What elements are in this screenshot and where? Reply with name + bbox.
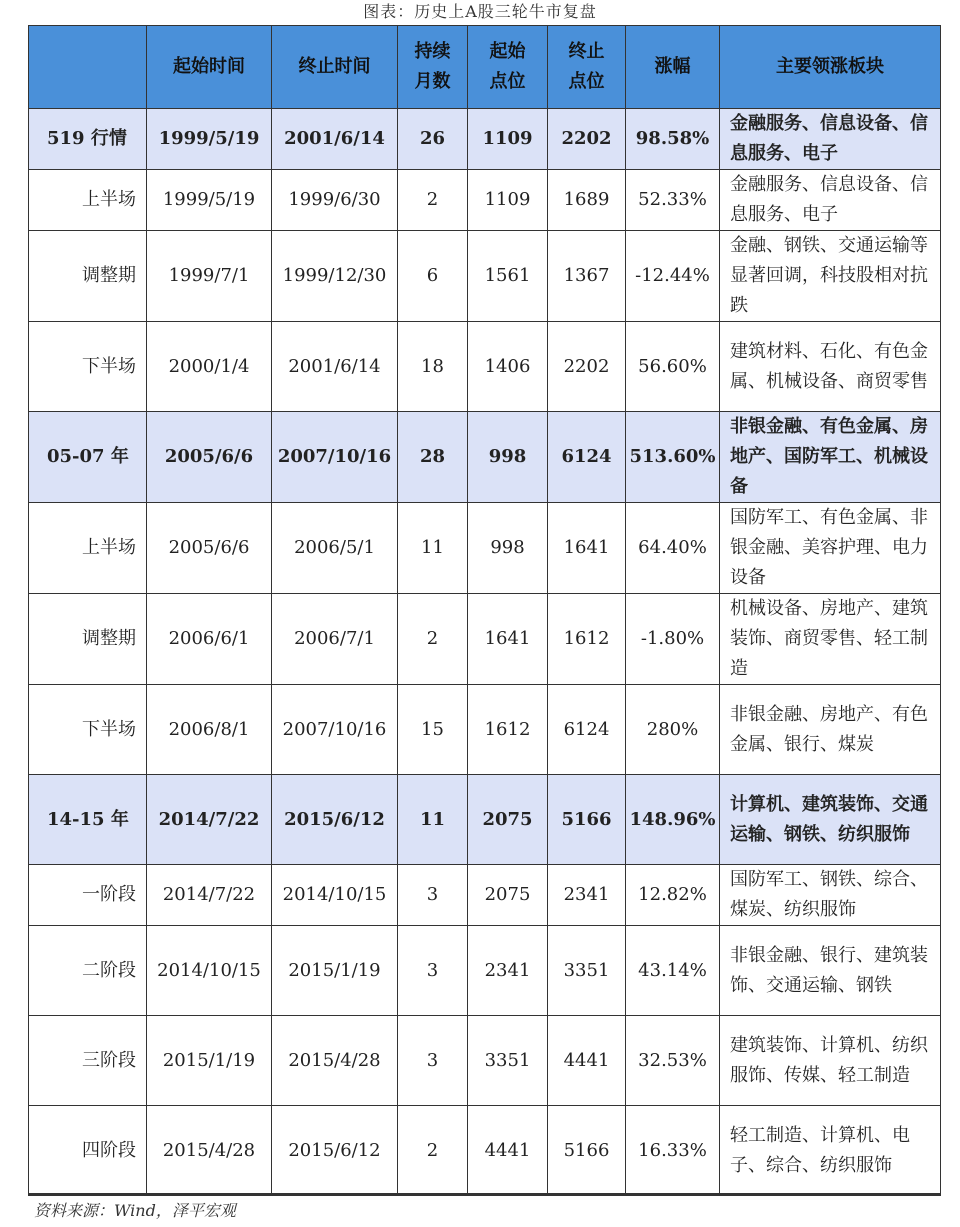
period-row bbox=[29, 775, 941, 865]
value-cell: 43.14% bbox=[626, 926, 720, 1016]
value-cell: -1.80% bbox=[626, 594, 720, 685]
period-name-cell: 三阶段 bbox=[29, 1016, 147, 1106]
value-cell: 1561 bbox=[468, 231, 548, 322]
value-cell: 2014/7/22 bbox=[147, 775, 272, 865]
value-cell: 3 bbox=[398, 1016, 468, 1106]
sector-cell: 轻工制造、计算机、电子、综合、纺织服饰 bbox=[720, 1106, 941, 1196]
value-cell: 513.60% bbox=[626, 412, 720, 503]
period-name-cell: 二阶段 bbox=[29, 926, 147, 1016]
value-cell: 2075 bbox=[468, 775, 548, 865]
value-cell: 998 bbox=[468, 503, 548, 594]
value-cell: 2001/6/14 bbox=[272, 322, 398, 412]
header-row bbox=[29, 26, 941, 109]
value-cell: 998 bbox=[468, 412, 548, 503]
value-cell: 2075 bbox=[468, 865, 548, 926]
period-name-cell: 调整期 bbox=[29, 594, 147, 685]
header-cell: 持续 月数 bbox=[398, 26, 468, 109]
value-cell: 32.53% bbox=[626, 1016, 720, 1106]
value-cell: 2005/6/6 bbox=[147, 412, 272, 503]
header-cell: 起始时间 bbox=[147, 26, 272, 109]
period-name-cell: 05-07 年 bbox=[29, 412, 147, 503]
phase-row bbox=[29, 685, 941, 775]
value-cell: 5166 bbox=[548, 775, 626, 865]
phase-row bbox=[29, 926, 941, 1016]
value-cell: 3351 bbox=[468, 1016, 548, 1106]
value-cell: 6 bbox=[398, 231, 468, 322]
value-cell: 4441 bbox=[548, 1016, 626, 1106]
value-cell: 2007/10/16 bbox=[272, 685, 398, 775]
sector-cell: 机械设备、房地产、建筑装饰、商贸零售、轻工制造 bbox=[720, 594, 941, 685]
sector-cell: 非银金融、银行、建筑装饰、交通运输、钢铁 bbox=[720, 926, 941, 1016]
phase-row bbox=[29, 231, 941, 322]
value-cell: 26 bbox=[398, 109, 468, 170]
value-cell: 2007/10/16 bbox=[272, 412, 398, 503]
sector-cell: 金融、钢铁、交通运输等显著回调，科技股相对抗跌 bbox=[720, 231, 941, 322]
header-cell: 终止 点位 bbox=[548, 26, 626, 109]
value-cell: 1109 bbox=[468, 109, 548, 170]
phase-row bbox=[29, 170, 941, 231]
phase-row bbox=[29, 322, 941, 412]
value-cell: 2005/6/6 bbox=[147, 503, 272, 594]
value-cell: 2015/4/28 bbox=[147, 1106, 272, 1196]
sector-cell: 国防军工、钢铁、综合、煤炭、纺织服饰 bbox=[720, 865, 941, 926]
value-cell: 1999/5/19 bbox=[147, 109, 272, 170]
value-cell: 1367 bbox=[548, 231, 626, 322]
value-cell: 2014/10/15 bbox=[147, 926, 272, 1016]
phase-row bbox=[29, 1016, 941, 1106]
value-cell: 3 bbox=[398, 926, 468, 1016]
value-cell: 28 bbox=[398, 412, 468, 503]
value-cell: 2 bbox=[398, 594, 468, 685]
value-cell: 1612 bbox=[468, 685, 548, 775]
value-cell: 11 bbox=[398, 503, 468, 594]
period-name-cell: 调整期 bbox=[29, 231, 147, 322]
period-name-cell: 14-15 年 bbox=[29, 775, 147, 865]
value-cell: 1406 bbox=[468, 322, 548, 412]
value-cell: 52.33% bbox=[626, 170, 720, 231]
value-cell: 280% bbox=[626, 685, 720, 775]
footer-rule bbox=[28, 1193, 940, 1195]
sector-cell: 国防军工、有色金属、非银金融、美容护理、电力设备 bbox=[720, 503, 941, 594]
period-name-cell: 一阶段 bbox=[29, 865, 147, 926]
phase-row bbox=[29, 503, 941, 594]
value-cell: 3351 bbox=[548, 926, 626, 1016]
period-name-cell: 下半场 bbox=[29, 685, 147, 775]
sector-cell: 金融服务、信息设备、信息服务、电子 bbox=[720, 109, 941, 170]
sector-cell: 非银金融、房地产、有色金属、银行、煤炭 bbox=[720, 685, 941, 775]
value-cell: 2202 bbox=[548, 109, 626, 170]
header-cell: 涨幅 bbox=[626, 26, 720, 109]
bull-market-table bbox=[28, 25, 941, 1196]
value-cell: 2006/8/1 bbox=[147, 685, 272, 775]
value-cell: 2341 bbox=[548, 865, 626, 926]
value-cell: 2000/1/4 bbox=[147, 322, 272, 412]
value-cell: 1612 bbox=[548, 594, 626, 685]
value-cell: 64.40% bbox=[626, 503, 720, 594]
phase-row bbox=[29, 594, 941, 685]
period-row bbox=[29, 412, 941, 503]
value-cell: 18 bbox=[398, 322, 468, 412]
value-cell: 1999/6/30 bbox=[272, 170, 398, 231]
value-cell: 1109 bbox=[468, 170, 548, 231]
value-cell: 2 bbox=[398, 170, 468, 231]
value-cell: -12.44% bbox=[626, 231, 720, 322]
header-cell: 主要领涨板块 bbox=[720, 26, 941, 109]
period-name-cell: 四阶段 bbox=[29, 1106, 147, 1196]
period-row bbox=[29, 109, 941, 170]
value-cell: 148.96% bbox=[626, 775, 720, 865]
value-cell: 1999/12/30 bbox=[272, 231, 398, 322]
value-cell: 2014/7/22 bbox=[147, 865, 272, 926]
value-cell: 2015/6/12 bbox=[272, 1106, 398, 1196]
source-note: 资料来源：Wind，泽平宏观 bbox=[34, 1201, 236, 1220]
phase-row bbox=[29, 865, 941, 926]
header-cell bbox=[29, 26, 147, 109]
value-cell: 1689 bbox=[548, 170, 626, 231]
value-cell: 3 bbox=[398, 865, 468, 926]
phase-row bbox=[29, 1106, 941, 1196]
value-cell: 1999/5/19 bbox=[147, 170, 272, 231]
value-cell: 2006/6/1 bbox=[147, 594, 272, 685]
value-cell: 2202 bbox=[548, 322, 626, 412]
value-cell: 15 bbox=[398, 685, 468, 775]
value-cell: 2015/6/12 bbox=[272, 775, 398, 865]
sector-cell: 建筑材料、石化、有色金属、机械设备、商贸零售 bbox=[720, 322, 941, 412]
period-name-cell: 上半场 bbox=[29, 170, 147, 231]
value-cell: 2015/1/19 bbox=[147, 1016, 272, 1106]
period-name-cell: 下半场 bbox=[29, 322, 147, 412]
sector-cell: 金融服务、信息设备、信息服务、电子 bbox=[720, 170, 941, 231]
value-cell: 2015/4/28 bbox=[272, 1016, 398, 1106]
value-cell: 4441 bbox=[468, 1106, 548, 1196]
value-cell: 1641 bbox=[468, 594, 548, 685]
value-cell: 1641 bbox=[548, 503, 626, 594]
value-cell: 98.58% bbox=[626, 109, 720, 170]
value-cell: 2014/10/15 bbox=[272, 865, 398, 926]
value-cell: 2015/1/19 bbox=[272, 926, 398, 1016]
value-cell: 2006/7/1 bbox=[272, 594, 398, 685]
value-cell: 2341 bbox=[468, 926, 548, 1016]
value-cell: 2006/5/1 bbox=[272, 503, 398, 594]
period-name-cell: 519 行情 bbox=[29, 109, 147, 170]
value-cell: 5166 bbox=[548, 1106, 626, 1196]
sector-cell: 建筑装饰、计算机、纺织服饰、传媒、轻工制造 bbox=[720, 1016, 941, 1106]
value-cell: 6124 bbox=[548, 412, 626, 503]
sector-cell: 非银金融、有色金属、房地产、国防军工、机械设备 bbox=[720, 412, 941, 503]
table-body bbox=[29, 109, 941, 1196]
header-cell: 终止时间 bbox=[272, 26, 398, 109]
header-cell: 起始 点位 bbox=[468, 26, 548, 109]
value-cell: 2001/6/14 bbox=[272, 109, 398, 170]
period-name-cell: 上半场 bbox=[29, 503, 147, 594]
value-cell: 1999/7/1 bbox=[147, 231, 272, 322]
value-cell: 16.33% bbox=[626, 1106, 720, 1196]
value-cell: 12.82% bbox=[626, 865, 720, 926]
sector-cell: 计算机、建筑装饰、交通运输、钢铁、纺织服饰 bbox=[720, 775, 941, 865]
value-cell: 2 bbox=[398, 1106, 468, 1196]
table-title: 图表：历史上A股三轮牛市复盘 bbox=[363, 2, 597, 21]
value-cell: 56.60% bbox=[626, 322, 720, 412]
value-cell: 11 bbox=[398, 775, 468, 865]
value-cell: 6124 bbox=[548, 685, 626, 775]
